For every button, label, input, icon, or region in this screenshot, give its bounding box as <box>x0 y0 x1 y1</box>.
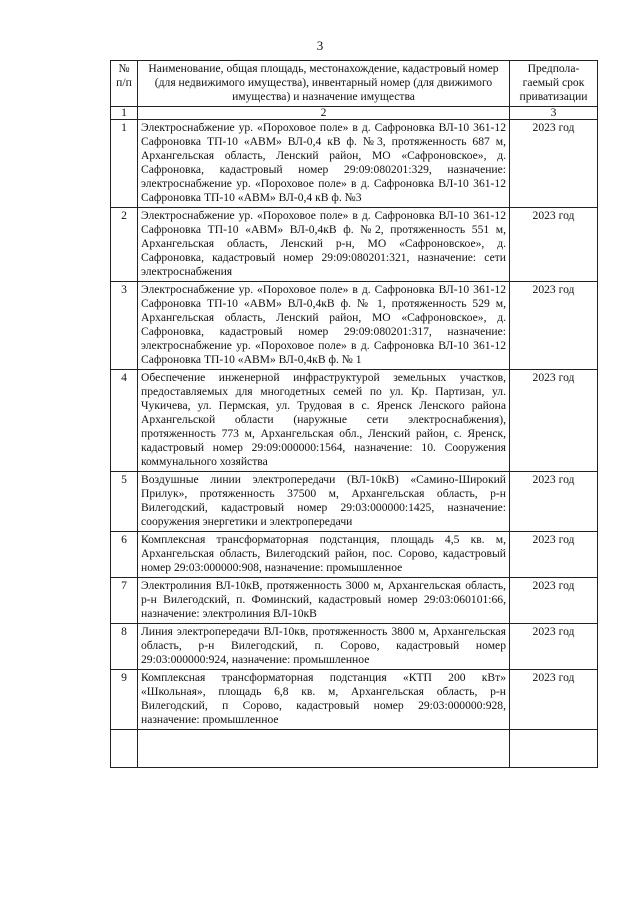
column-index: 2 <box>138 107 510 120</box>
row-term: 2023 год <box>510 670 598 730</box>
table-header-row <box>111 61 598 107</box>
row-term: 2023 год <box>510 472 598 532</box>
row-term: 2023 год <box>510 282 598 370</box>
column-index: 1 <box>111 107 138 120</box>
row-description: Линия электропередачи ВЛ-10кв, протяженность 3800 м, Архангельская область, р-н Вилегодский, п. Сорово, кадастровый номер 29:03:000000:924, назначение: промышленное <box>138 624 510 670</box>
header-description: Наименование, общая площадь, местонахождение, кадастровый номер (для недвижимого имущества), инвентарный номер (для движимого имущества) и назначение имущества <box>138 61 510 107</box>
row-description: Электроснабжение ур. «Пороховое поле» в д. Сафроновка ВЛ-10 361-12 Сафроновка ТП-10 «АВМ» ВЛ-0,4кВ ф. № 1, протяженность 529 м, Архангельская область, Ленский район, МО «Сафроновское», д. Сафроновка, кадастровый номер 29:09:080201:317, назначение: электроснабжение ур. «Пороховое поле» в д. Сафроновка ВЛ-10 361-12 Сафроновка ТП-10 «АВМ» ВЛ-0,4кВ ф. № 1 <box>138 282 510 370</box>
table-row <box>111 670 598 730</box>
header-privatization-term: Предпола-гаемый срок приватизации <box>510 61 598 107</box>
column-index-row <box>111 107 598 120</box>
empty-cell <box>510 730 598 768</box>
row-description: Электроснабжение ур. «Пороховое поле» в д. Сафроновка ВЛ-10 361-12 Сафроновка ТП-10 «АВМ» ВЛ-0,4кВ ф. №2, протяженность 551 м, Архангельская область, Ленский р-н, МО «Сафроновское», д. Сафроновка, кадастровый номер 29:09:080201:321, назначение: сети электроснабжения <box>138 208 510 282</box>
table-row <box>111 282 598 370</box>
table-row <box>111 532 598 578</box>
row-number: 8 <box>111 624 138 670</box>
table-row <box>111 578 598 624</box>
table-row <box>111 624 598 670</box>
row-description: Электроснабжение ур. «Пороховое поле» в д. Сафроновка ВЛ-10 361-12 Сафроновка ТП-10 «АВМ» ВЛ-0,4 кВ ф. №3, протяженность 687 м, Архангельская область, Ленский район, МО «Сафроновское», д. Сафроновка, кадастровый номер 29:09:080201:329, назначение: электроснабжение ур. «Пороховое поле» в д. Сафроновка ВЛ-10 361-12 Сафроновка ТП-10 «АВМ» ВЛ-0,4 кВ ф. №3 <box>138 120 510 208</box>
row-term: 2023 год <box>510 578 598 624</box>
row-description: Комплексная трансформаторная подстанция, площадь 4,5 кв. м, Архангельская область, Вилегодский район, пос. Сорово, кадастровый номер 29:03:000000:908, назначение: промышленное <box>138 532 510 578</box>
table-row <box>111 208 598 282</box>
row-number: 3 <box>111 282 138 370</box>
row-description: Обеспечение инженерной инфраструктурой земельных участков, предоставляемых для многодетных семей по ул. Кр. Партизан, ул. Чукичева, ул. Пермская, ул. Трудовая в с. Яренск Ленского района Архангельской области (наружные сети электроснабжения), протяженность 773 м, Архангельская обл., Ленский район, с. Яренск, кадастровый номер 29:09:000000:1564, назначение: 10. Сооружения коммунального хозяйства <box>138 370 510 472</box>
property-registry-table <box>110 60 598 768</box>
column-index: 3 <box>510 107 598 120</box>
table-row-continuation <box>111 730 598 768</box>
page-number: 3 <box>316 38 324 53</box>
row-number: 2 <box>111 208 138 282</box>
row-term: 2023 год <box>510 624 598 670</box>
empty-cell <box>111 730 138 768</box>
row-term: 2023 год <box>510 120 598 208</box>
table-row <box>111 370 598 472</box>
row-description: Электролиния ВЛ-10кВ, протяженность 3000 м, Архангельская область, р-н Вилегодский, п. Фоминский, кадастровый номер 29:03:060101:66, назначение: электролиния ВЛ-10кВ <box>138 578 510 624</box>
row-description: Воздушные линии электропередачи (ВЛ-10кВ) «Самино-Широкий Прилук», протяженность 37500 м, Архангельская область, р-н Вилегодский, кадастровый номер 29:03:000000:1425, назначение: сооружения энергетики и электропередачи <box>138 472 510 532</box>
row-number: 4 <box>111 370 138 472</box>
row-number: 7 <box>111 578 138 624</box>
row-term: 2023 год <box>510 370 598 472</box>
empty-cell <box>138 730 510 768</box>
row-number: 6 <box>111 532 138 578</box>
row-number: 5 <box>111 472 138 532</box>
table-row <box>111 472 598 532</box>
row-description: Комплексная трансформаторная подстанция «КТП 200 кВт» «Школьная», площадь 6,8 кв. м, Архангельская область, р-н Вилегодский, п Сорово, кадастровый номер 29:03:000000:928, назначение: промышленное <box>138 670 510 730</box>
table-row <box>111 120 598 208</box>
header-number: № п/п <box>111 61 138 107</box>
row-number: 1 <box>111 120 138 208</box>
row-number: 9 <box>111 670 138 730</box>
row-term: 2023 год <box>510 208 598 282</box>
row-term: 2023 год <box>510 532 598 578</box>
